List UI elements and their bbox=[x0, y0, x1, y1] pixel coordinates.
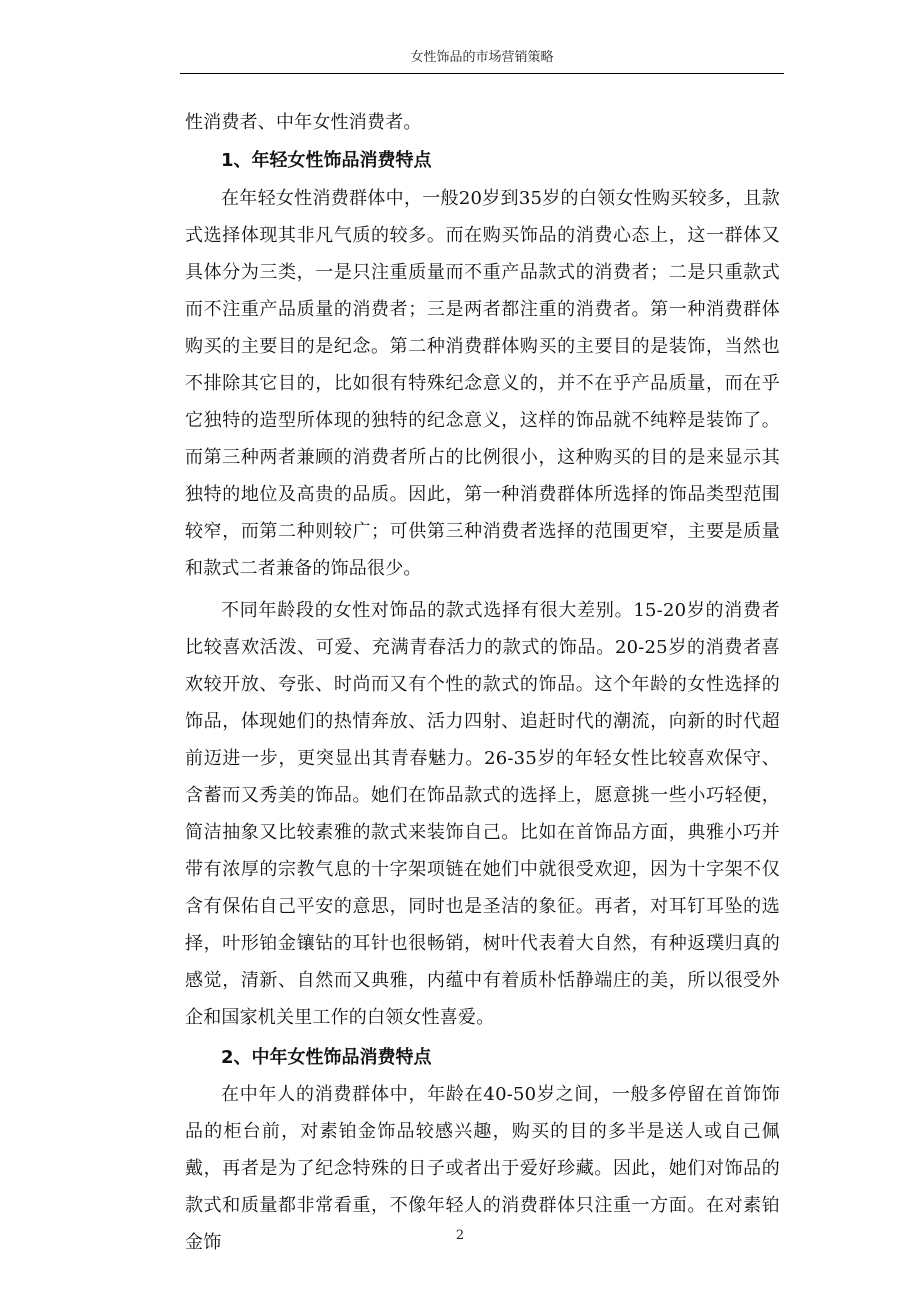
header-divider bbox=[180, 73, 784, 74]
paragraph-continuation: 性消费者、中年女性消费者。 bbox=[185, 112, 422, 133]
section-heading-middle-aged-women: 2、中年女性饰品消费特点 bbox=[221, 1047, 432, 1068]
paragraph-middle-aged-consumers: 在中年人的消费群体中，年龄在40-50岁之间，一般多停留在首饰饰品的柜台前，对素铂金饰品较感兴趣，购买的目的多半是送人或自己佩戴，再者是为了纪念特殊的日子或者出于爱好珍藏。因此，她们对饰品的款式和质量都非常看重，不像年轻人的消费群体只注重一方面。在对素铂金饰 bbox=[185, 1084, 780, 1253]
section-heading-young-women: 1、年轻女性饰品消费特点 bbox=[221, 150, 432, 171]
paragraph-age-style-differences: 不同年龄段的女性对饰品的款式选择有很大差别。15-20岁的消费者比较喜欢活泼、可爱、充满青春活力的款式的饰品。20-25岁的消费者喜欢较开放、夸张、时尚而又有个性的款式的饰品。这个年龄的女性选择的饰品，体现她们的热情奔放、活力四射、追赶时代的潮流，向新的时代超前迈进一步，更突显出其青春魅力。26-35岁的年轻女性比较喜欢保守、含蓄而又秀美的饰品。她们在饰品款式的选择上，愿意挑一些小巧轻便，简洁抽象又比较素雅的款式来装饰自己。比如在首饰品方面，典雅小巧并带有浓厚的宗教气息的十字架项链在她们中就很受欢迎，因为十字架不仅含有保佑自己平安的意思，同时也是圣洁的象征。再者，对耳钉耳坠的选择，叶形铂金镶钻的耳针也很畅销，树叶代表着大自然，有种返璞归真的感觉，清新、自然而又典雅，内蕴中有着质朴恬静端庄的美，所以很受外企和国家机关里工作的白领女性喜爱。 bbox=[185, 600, 780, 1028]
page-header-title: 女性饰品的市场营销策略 bbox=[410, 50, 554, 65]
page-number: 2 bbox=[455, 1228, 465, 1243]
document-body bbox=[185, 104, 780, 1253]
paragraph-young-consumer-groups: 在年轻女性消费群体中，一般20岁到35岁的白领女性购买较多，且款式选择体现其非凡气质的较多。而在购买饰品的消费心态上，这一群体又具体分为三类，一是只注重质量而不重产品款式的消费者；二是只重款式而不注重产品质量的消费者；三是两者都注重的消费者。第一种消费群体购买的主要目的是纪念。第二种消费群体购买的主要目的是装饰，当然也不排除其它目的，比如很有特殊纪念意义的，并不在乎产品质量，而在乎它独特的造型所体现的独特的纪念意义，这样的饰品就不纯粹是装饰了。而第三种两者兼顾的消费者所占的比例很小，这种购买的目的是来显示其独特的地位及高贵的品质。因此，第一种消费群体所选择的饰品类型范围较窄，而第二种则较广；可供第三种消费者选择的范围更窄，主要是质量和款式二者兼备的饰品很少。 bbox=[185, 188, 780, 579]
